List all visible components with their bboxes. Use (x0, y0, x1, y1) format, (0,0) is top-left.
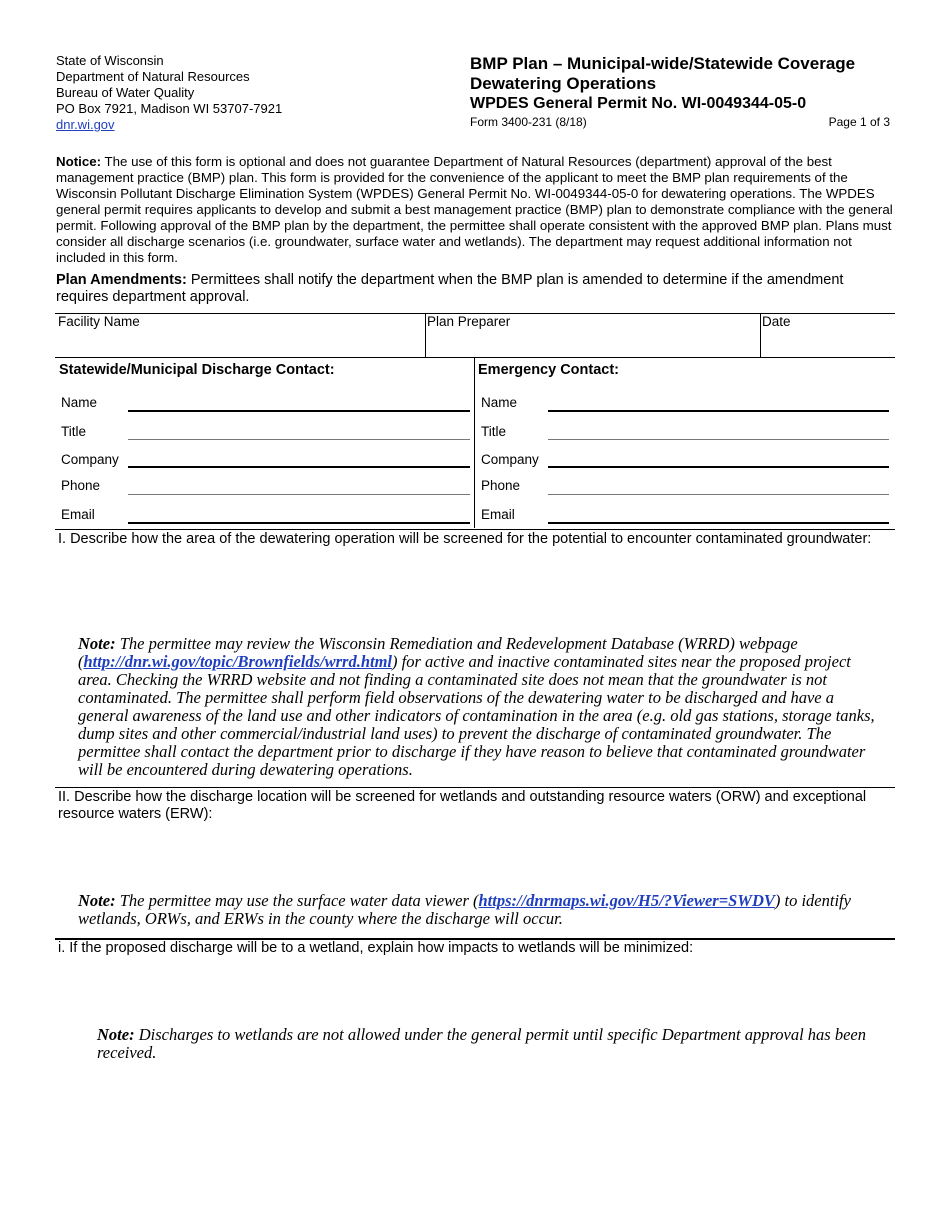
agency-website-link[interactable]: dnr.wi.gov (56, 117, 115, 132)
notice-label: Notice: (56, 154, 102, 169)
right-name-input[interactable] (548, 410, 889, 412)
right-name-label: Name (481, 395, 518, 410)
left-name-label: Name (61, 395, 98, 410)
section1-question: I. Describe how the area of the dewatering operation will be screened for the potential to encounter contaminated groundwater: (58, 531, 872, 547)
plan-preparer-field[interactable]: Plan Preparer (427, 314, 511, 329)
emergency-contact-heading: Emergency Contact: (478, 362, 620, 378)
section2-note-pre: The permittee may use the surface water data viewer ( (115, 891, 479, 910)
left-title-label: Title (61, 424, 87, 439)
notice-paragraph (56, 154, 894, 266)
right-title-label: Title (481, 424, 507, 439)
left-email-input[interactable] (128, 522, 470, 524)
agency-block (56, 53, 282, 133)
section1-top-rule (55, 529, 895, 530)
left-company-input[interactable] (128, 466, 470, 468)
left-phone-input[interactable] (128, 494, 470, 495)
section1-note-post: ) for active and inactive contaminated sites near the proposed project area. Checking the WRRD website and not finding a contaminated site does not mean that the groundwater is not contaminated. The permittee shall perform field observations of the dewatering water to be discharged and have a general awareness of the land use and other indicators of contamination in the area (e.g. old gas stations, storage tanks, dump sites and other commercial/industrial land uses) to prevent the discharge of contaminated groundwater. The permittee shall contact the department prior to discharge if they have reason to believe that contaminated groundwater will be encountered during dewatering operations. (78, 652, 875, 779)
wrrd-link[interactable]: http://dnr.wi.gov/topic/Brownfields/wrrd.html (83, 652, 393, 671)
notice-text: The use of this form is optional and does not guarantee Department of Natural Resources (department) approval of the best management practice (BMP) plan. This form is provided for the convenience of the applicant to meet the BMP plan requirements of the Wisconsin Pollutant Discharge Elimination System (WPDES) General Permit No. WI-0049344-05-0 for dewatering operations. The WPDES general permit requires applicants to develop and submit a best management practice (BMP) plan to demonstrate compliance with the general permit. Following approval of the BMP plan by the department, the permittee shall operate consistent with the approved BMP plan. Plans must consider all discharge scenarios (i.e. groundwater, surface water and wetlands). The department may request additional information not included in this form. (56, 154, 893, 265)
amendments-label: Plan Amendments: (56, 272, 187, 288)
right-company-label: Company (481, 452, 539, 467)
contacts-divider (474, 357, 475, 528)
form-title-block (470, 54, 890, 129)
left-title-input[interactable] (128, 439, 470, 440)
section2-note-label: Note: (78, 891, 116, 910)
left-phone-label: Phone (61, 478, 101, 493)
form-subtitle: Dewatering Operations (470, 74, 657, 93)
field-divider (760, 313, 761, 357)
section2-answer-area[interactable] (58, 824, 888, 890)
amendments-text: Permittees shall notify the department when the BMP plan is amended to determine if the amendment requires department approval. (56, 272, 844, 305)
section1-note-pre: The permittee may review the Wisconsin Remediation and Redevelopment Database (WRRD) webpage ( (78, 634, 798, 671)
right-title-input[interactable] (548, 439, 889, 440)
page-indicator: Page 1 of 3 (828, 115, 890, 129)
left-company-label: Company (61, 452, 119, 467)
section2-note-post: ) to identify wetlands, ORWs, and ERWs in the county where the discharge will occur. (78, 891, 851, 928)
facility-name-field[interactable]: Facility Name (58, 314, 140, 329)
section1-note-label: Note: (78, 634, 116, 653)
section1-answer-area[interactable] (58, 566, 888, 634)
section2i-question: i. If the proposed discharge will be to a wetland, explain how impacts to wetlands will be minimized: (58, 940, 694, 956)
contacts-top-rule (55, 357, 895, 358)
right-email-label: Email (481, 507, 515, 522)
field-divider (425, 313, 426, 357)
section2i-note-label: Note: (97, 1025, 135, 1044)
permit-number: WPDES General Permit No. WI-0049344-05-0 (470, 95, 807, 112)
right-company-input[interactable] (548, 466, 889, 468)
form-number: Form 3400-231 (8/18) (470, 115, 587, 129)
left-email-label: Email (61, 507, 95, 522)
left-name-input[interactable] (128, 410, 470, 412)
agency-bureau: Bureau of Water Quality (56, 85, 195, 100)
form-meta (470, 115, 890, 129)
statewide-contact-heading: Statewide/Municipal Discharge Contact: (59, 362, 335, 378)
swdv-link[interactable]: https://dnrmaps.wi.gov/H5/?Viewer=SWDV (478, 891, 775, 910)
section2-top-rule (55, 787, 895, 788)
section2-question: II. Describe how the discharge location will be screened for wetlands and outstanding resource waters (ORW) and exceptional resource waters (ERW): (58, 789, 867, 822)
form-title: BMP Plan – Municipal-wide/Statewide Coverage (470, 54, 856, 73)
section1-note (78, 635, 888, 779)
agency-address: PO Box 7921, Madison WI 53707-7921 (56, 101, 283, 116)
right-phone-input[interactable] (548, 494, 889, 495)
section2i-note (97, 1026, 887, 1062)
section2-note (78, 892, 888, 928)
section2i-answer-area[interactable] (58, 960, 888, 1024)
agency-department: Department of Natural Resources (56, 69, 250, 84)
plan-amendments (56, 272, 894, 306)
date-field[interactable]: Date (762, 314, 791, 329)
right-email-input[interactable] (548, 522, 889, 524)
section2i-note-text: Discharges to wetlands are not allowed under the general permit until specific Department approval has been received. (97, 1025, 866, 1062)
right-phone-label: Phone (481, 478, 521, 493)
agency-state: State of Wisconsin (56, 53, 164, 68)
